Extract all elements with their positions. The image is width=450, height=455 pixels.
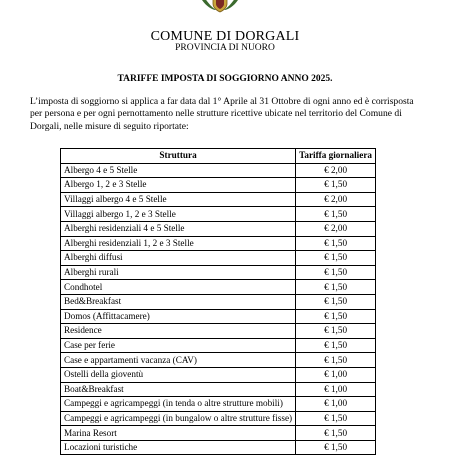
structure-name: Condhotel [61, 280, 296, 295]
table-row [61, 382, 376, 397]
structure-name: Campeggi e agricampeggi (in tenda o altre strutture mobili) [61, 397, 296, 412]
table-row [61, 207, 376, 222]
municipality-title: COMUNE DI DORGALI [150, 29, 300, 44]
daily-rate: € 2,00 [296, 163, 376, 178]
structure-name: Case per ferie [61, 338, 296, 353]
municipal-crest-icon [196, 0, 244, 14]
structure-name: Locazioni turistiche [61, 440, 296, 455]
structure-name: Alberghi residenziali 1, 2 e 3 Stelle [61, 236, 296, 251]
table-row [61, 221, 376, 236]
daily-rate: € 1,50 [296, 426, 376, 441]
daily-rate: € 1,50 [296, 324, 376, 339]
table-row [61, 251, 376, 266]
table-row [61, 280, 376, 295]
structure-name: Villaggi albergo 1, 2 e 3 Stelle [61, 207, 296, 222]
table-row [61, 178, 376, 193]
daily-rate: € 1,50 [296, 309, 376, 324]
structure-name: Ostelli della gioventù [61, 367, 296, 382]
column-header-tariffa: Tariffa giornaliera [296, 149, 376, 164]
province-subtitle: PROVINCIA DI NUORO [175, 43, 275, 53]
tariff-table [60, 148, 376, 455]
structure-name: Alberghi rurali [61, 265, 296, 280]
structure-name: Marina Resort [61, 426, 296, 441]
daily-rate: € 1,50 [296, 411, 376, 426]
table-row [61, 397, 376, 412]
structure-name: Campeggi e agricampeggi (in bungalow o altre strutture fisse) [61, 411, 296, 426]
daily-rate: € 1,50 [296, 265, 376, 280]
structure-name: Alberghi diffusi [61, 251, 296, 266]
structure-name: Albergo 1, 2 e 3 Stelle [61, 178, 296, 193]
daily-rate: € 1,50 [296, 207, 376, 222]
table-header-row [61, 149, 376, 164]
table-row [61, 309, 376, 324]
table-row [61, 338, 376, 353]
daily-rate: € 1,00 [296, 382, 376, 397]
document-heading: TARIFFE IMPOSTA DI SOGGIORNO ANNO 2025. [117, 74, 333, 84]
table-row [61, 440, 376, 455]
table-row [61, 265, 376, 280]
daily-rate: € 1,00 [296, 367, 376, 382]
daily-rate: € 1,00 [296, 397, 376, 412]
table-row [61, 192, 376, 207]
daily-rate: € 2,00 [296, 221, 376, 236]
table-row [61, 367, 376, 382]
daily-rate: € 1,50 [296, 294, 376, 309]
table-row [61, 163, 376, 178]
daily-rate: € 1,50 [296, 440, 376, 455]
column-header-struttura: Struttura [61, 149, 296, 164]
table-row [61, 411, 376, 426]
structure-name: Case e appartamenti vacanza (CAV) [61, 353, 296, 368]
daily-rate: € 1,50 [296, 353, 376, 368]
table-row [61, 294, 376, 309]
daily-rate: € 1,50 [296, 280, 376, 295]
daily-rate: € 1,50 [296, 236, 376, 251]
table-row [61, 236, 376, 251]
intro-paragraph: L’imposta di soggiorno si applica a far data dal 1° Aprile al 31 Ottobre di ogni anno ed è corrisposta per persona e per ogni pernottamento nelle strutture ricettive ubicate nel territorio del Comune di Dorgali, nelle misure di seguito riportate: [30, 96, 414, 132]
structure-name: Domos (Affittacamere) [61, 309, 296, 324]
structure-name: Bed&Breakfast [61, 294, 296, 309]
structure-name: Alberghi residenziali 4 e 5 Stelle [61, 221, 296, 236]
daily-rate: € 1,50 [296, 178, 376, 193]
daily-rate: € 1,50 [296, 338, 376, 353]
daily-rate: € 2,00 [296, 192, 376, 207]
structure-name: Villaggi albergo 4 e 5 Stelle [61, 192, 296, 207]
table-row [61, 353, 376, 368]
structure-name: Residence [61, 324, 296, 339]
table-row [61, 426, 376, 441]
structure-name: Albergo 4 e 5 Stelle [61, 163, 296, 178]
daily-rate: € 1,50 [296, 251, 376, 266]
table-row [61, 324, 376, 339]
structure-name: Boat&Breakfast [61, 382, 296, 397]
